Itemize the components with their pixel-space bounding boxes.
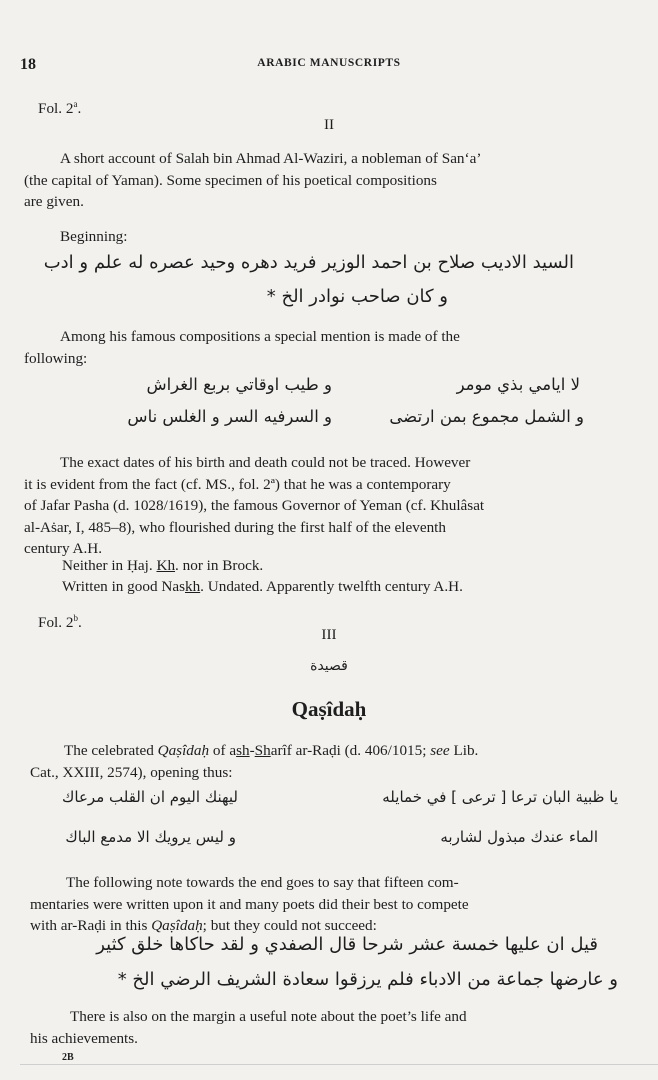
arabic-beginning-line2: و كان صاحب نوادر الخ * [266,286,448,307]
qasida-verse1-left: ليهنك اليوم ان القلب مرعاك [62,788,238,806]
section-numeral-iii: III [321,626,337,643]
qasida-verse2-left: و ليس يرويك الا مدمع الباك [65,828,236,846]
margin-note: There is also on the margin a useful note about the poet’s life and his achievements. [30,1008,467,1047]
verse2-left: و السرفيه السر و الغلس ناس [127,407,332,426]
section-numeral-ii: II [323,116,335,133]
qasida-verse1-right: يا ظبية البان ترعا [ ترعى ] في خمايله [382,788,618,806]
written-line: Written in good Naskh. Undated. Apparently twelfth century A.H. [62,578,463,595]
arabic-beginning-line1: السيد الاديب صلاح بن احمد الوزير فريد دهره وحيد عصره له علم و ادب [43,252,574,273]
qasida-verse2-right: الماء عندك مبذول لشاربه [440,828,598,846]
section2-compositions: Among his famous compositions a special mention is made of the following: [24,328,460,367]
folio-2b: Fol. 2$^b$. [38,613,82,632]
neither-line: Neither in Ḥaj. Kh. nor in Brock. [62,557,264,574]
section2-dates: The exact dates of his birth and death could not be traced. However it is evident from the fact (cf. MS., fol. 2ª) that he was a contemporary of Jafar Pasha (d. 1028/1619), the famous Governor of Yeman (cf. Khulâsat al-Aṡar, I, 485–8), who flourished during the first half of the eleventh century A.H. [24,454,485,557]
section-title: Qaṣîdaḥ [291,697,367,721]
commentaries-note: The following note towards the end goes to say that fifteen com- mentaries were written upon it and many poets did their best to compete with ar-Raḍi in this Qaṣîdaḥ; but they could not succeed: [30,874,469,934]
bottom-edge [20,1064,658,1065]
section2-intro: A short account of Salah bin Ahmad Al-Waziri, a nobleman of San‘a’ (the capital of Yaman). Some specimen of his poetical compositions are given. [24,150,482,210]
beginning-label: Beginning: [60,228,128,245]
arabic-title: قصيدة [310,658,348,674]
running-title: ARABIC MANUSCRIPTS [257,57,401,69]
verse1-left: و طيب اوقاتي بربع الغراش [146,375,332,394]
qasida-intro: The celebrated Qaṣîdaḥ of ash-Sharîf ar-Raḍi (d. 406/1015; see Lib. Cat., XXIII, 2574), opening thus: [30,742,479,781]
signature-mark: 2B [62,1052,74,1063]
arabic-note-line2: و عارضها جماعة من الادباء فلم يرزقوا سعادة الشريف الرضي الخ * [117,969,618,990]
folio-2a: Fol. 2$^a$. [38,99,82,118]
page-number: 18 [20,56,36,73]
verse2-right: و الشمل مجموع بمن ارتضى [389,407,584,426]
arabic-note-line1: قيل ان عليها خمسة عشر شرحا قال الصفدي و لقد حاكاها خلق كثير [96,934,598,955]
verse1-right: لا ايامي بذي مومر [456,375,580,394]
